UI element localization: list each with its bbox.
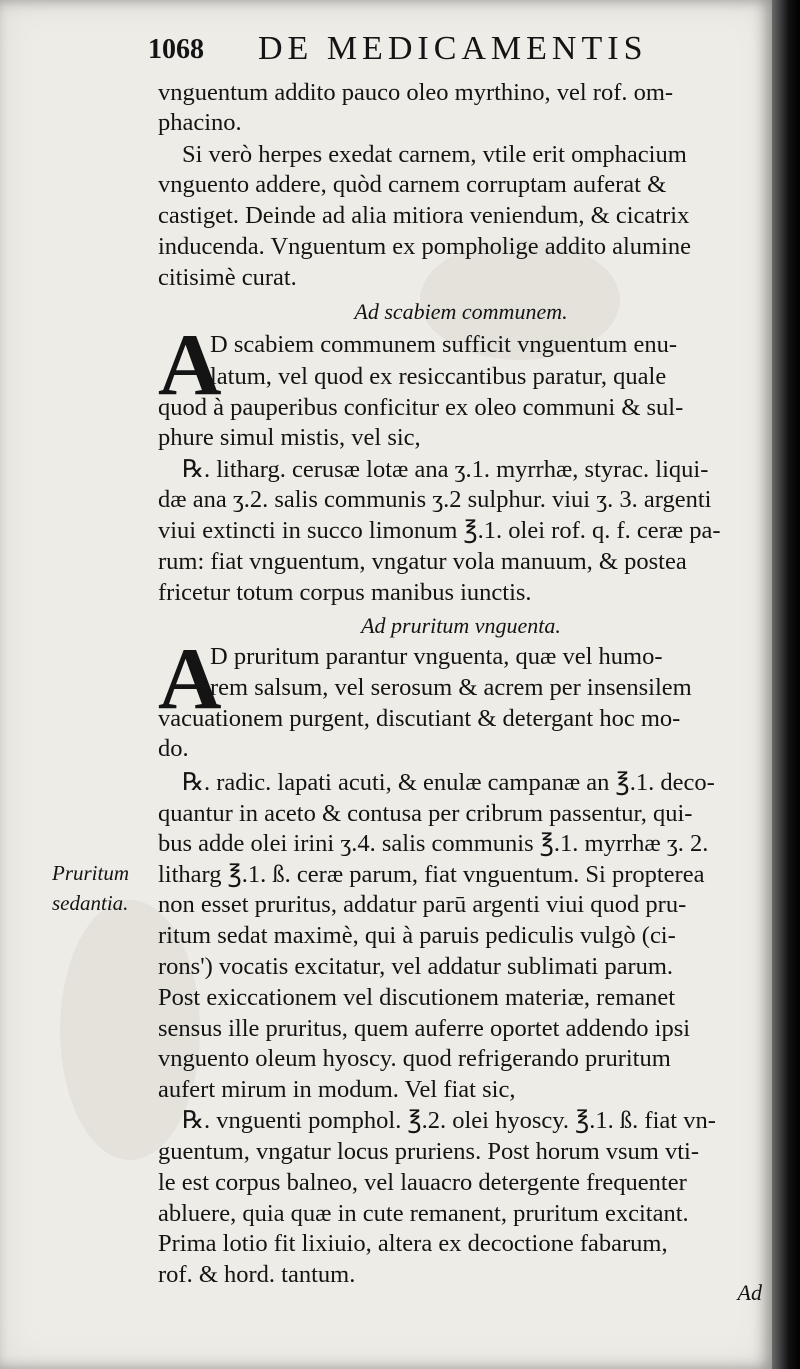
text-line: sensus ille pruritus, quem auferre oportet addendo ipsi <box>158 1015 691 1042</box>
text-line: quantur in aceto & contusa per cribrum passentur, qui- <box>158 800 693 827</box>
text-line: dæ ana ʒ.2. salis communis ʒ.2 sulphur. viui ʒ. 3. argenti <box>158 486 712 513</box>
text-line: abluere, quia quæ in cute remanent, pruritum excitant. <box>158 1200 689 1227</box>
text-line: aufert mirum in modum. Vel fiat sic, <box>158 1076 516 1103</box>
page-edge <box>772 0 800 1369</box>
drop-cap: A <box>158 317 222 414</box>
text-line: le est corpus balneo, vel lauacro detergente frequenter <box>158 1169 687 1196</box>
text-line: vacuationem purgent, discutiant & detergant hoc mo- <box>158 705 681 732</box>
text-line: Si verò herpes exedat carnem, vtile erit omphacium <box>182 141 687 168</box>
text-line: non esset pruritus, addatur parū argenti viui quod pru- <box>158 891 687 918</box>
section-heading: Ad scabiem communem. <box>354 299 568 324</box>
running-title: DE MEDICAMENTIS <box>258 30 648 67</box>
text-line: Prima lotio fit lixiuio, altera ex decoctione fabarum, <box>158 1230 668 1257</box>
text-line: bus adde olei irini ʒ.4. salis communis ℥.1. myrrhæ ʒ. 2. <box>158 830 709 857</box>
text-line: ℞. litharg. cerusæ lotæ ana ʒ.1. myrrhæ, styrac. liqui- <box>182 456 709 483</box>
text-line: Post exiccationem vel discutionem materiæ, remanet <box>158 984 676 1011</box>
text-line: latum, vel quod ex resiccantibus paratur, quale <box>210 363 667 390</box>
text-line: rof. & hord. tantum. <box>158 1261 356 1288</box>
text-line: vnguento oleum hyoscy. quod refrigerando pruritum <box>158 1045 671 1072</box>
page-number: 1068 <box>148 34 204 65</box>
text-line: citisimè curat. <box>158 264 297 291</box>
section-heading: Ad pruritum vnguenta. <box>361 613 561 638</box>
text-line: vnguentum addito pauco oleo myrthino, vel rof. om- <box>158 79 674 106</box>
text-line: rem salsum, vel serosum & acrem per insensilem <box>210 674 692 701</box>
margin-note: Pruritum <box>52 861 130 885</box>
text-line: inducenda. Vnguentum ex pompholige addito alumine <box>158 233 691 260</box>
text-line: phure simul mistis, vel sic, <box>158 424 421 451</box>
text-line: rum: fiat vnguentum, vngatur vola manuum, & postea <box>158 548 687 575</box>
text-line: ℞. vnguenti pomphol. ℥.2. olei hyoscy. ℥.1. ß. fiat vn- <box>182 1107 716 1134</box>
catchword: Ad <box>737 1280 762 1305</box>
text-line: rons') vocatis excitatur, vel addatur sublimati parum. <box>158 953 674 980</box>
text-line: fricetur totum corpus manibus iunctis. <box>158 579 532 606</box>
text-line: D scabiem communem sufficit vnguentum enu- <box>210 331 677 358</box>
text-line: ritum sedat maximè, qui à paruis pediculis vulgò (ci- <box>158 922 676 949</box>
text-line: vnguento addere, quòd carnem corruptam auferat & <box>158 171 667 198</box>
text-line: D pruritum parantur vnguenta, quæ vel humo- <box>210 643 663 670</box>
text-line: viui extincti in succo limonum ℥.1. olei rof. q. f. ceræ pa- <box>158 517 721 544</box>
text-line: castiget. Deinde ad alia mitiora veniendum, & cicatrix <box>158 202 690 229</box>
page-header <box>148 30 748 80</box>
text-line: phacino. <box>158 109 242 136</box>
text-line: do. <box>158 735 189 762</box>
text-line: quod à pauperibus conficitur ex oleo communi & sul- <box>158 394 684 421</box>
text-line: litharg ℥.1. ß. ceræ parum, fiat vnguentum. Si propterea <box>158 861 705 888</box>
text-line: guentum, vngatur locus pruriens. Post horum vsum vti- <box>158 1138 699 1165</box>
text-line: ℞. radic. lapati acuti, & enulæ campanæ an ℥.1. deco- <box>182 769 715 796</box>
drop-cap: A <box>158 631 222 728</box>
margin-note: sedantia. <box>52 891 129 915</box>
